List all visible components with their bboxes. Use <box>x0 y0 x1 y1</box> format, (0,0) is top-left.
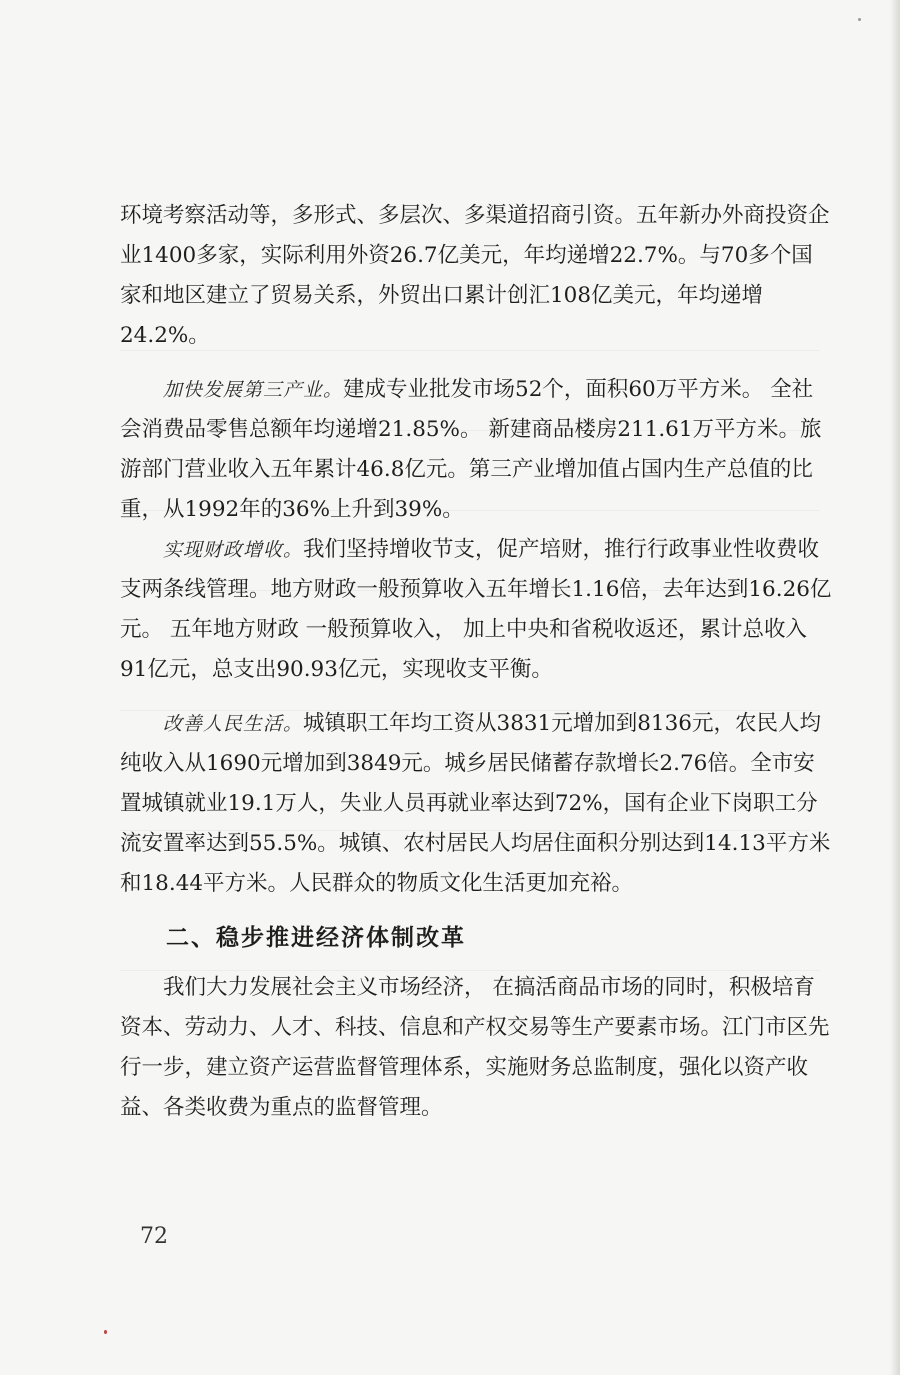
paragraph-text: 城镇职工年均工资从3831元增加到8136元，农民人均纯收入从1690元增加到3849元。城乡居民储蓄存款增长2.76倍。全市安置城镇就业19.1万人，失业人员再就业率达到72%，国有企业下岗职工分流安置率达到55.5%。城镇、农村居民人均居住面积分别达到14.13平方米和18.44平方米。人民群众的物质文化生活更加充裕。 <box>120 711 831 896</box>
paragraph-living-standards <box>120 704 832 904</box>
page-edge-shadow <box>890 0 900 1375</box>
ink-speck <box>104 1330 107 1334</box>
paragraph-lead: 实现财政增收。 <box>163 539 304 561</box>
paragraph-text: 我们坚持增收节支，促产培财，推行行政事业性收费收支两条线管理。地方财政一般预算收入五年增长1.16倍，去年达到16.26亿元。 五年地方财政 一般预算收入， 加上中央和省税收返还，累计总收入91亿元，总支出90.93亿元，实现收支平衡。 <box>120 537 832 682</box>
paragraph-finance <box>120 530 832 690</box>
ink-speck <box>858 18 861 21</box>
paragraph-lead: 改善人民生活。 <box>163 713 304 735</box>
paragraph-lead: 加快发展第三产业。 <box>163 379 344 401</box>
page-number: 72 <box>140 1224 168 1249</box>
section-heading: 二、稳步推进经济体制改革 <box>166 925 466 951</box>
paragraph-text: 建成专业批发市场52个，面积60万平方米。 全社会消费品零售总额年均递增21.85%。 新建商品楼房211.61万平方米。旅游部门营业收入五年累计46.8亿元。第三产业增加值占国内生产总值的比重，从1992年的36%上升到39%。 <box>120 377 822 522</box>
paragraph-foreign-investment: 环境考察活动等，多形式、多层次、多渠道招商引资。五年新办外商投资企业1400多家，实际利用外资26.7亿美元，年均递增22.7%。与70多个国家和地区建立了贸易关系，外贸出口累计创汇108亿美元，年均递增 24.2%。 <box>120 203 830 348</box>
page-body <box>120 196 832 1128</box>
paragraph-market-economy: 我们大力发展社会主义市场经济， 在搞活商品市场的同时，积极培育资本、劳动力、人才、科技、信息和产权交易等生产要素市场。江门市区先行一步，建立资产运营监督管理体系，实施财务总监制度，强化以资产收益、各类收费为重点的监督管理。 <box>120 975 830 1120</box>
paragraph-tertiary-industry <box>120 370 832 530</box>
